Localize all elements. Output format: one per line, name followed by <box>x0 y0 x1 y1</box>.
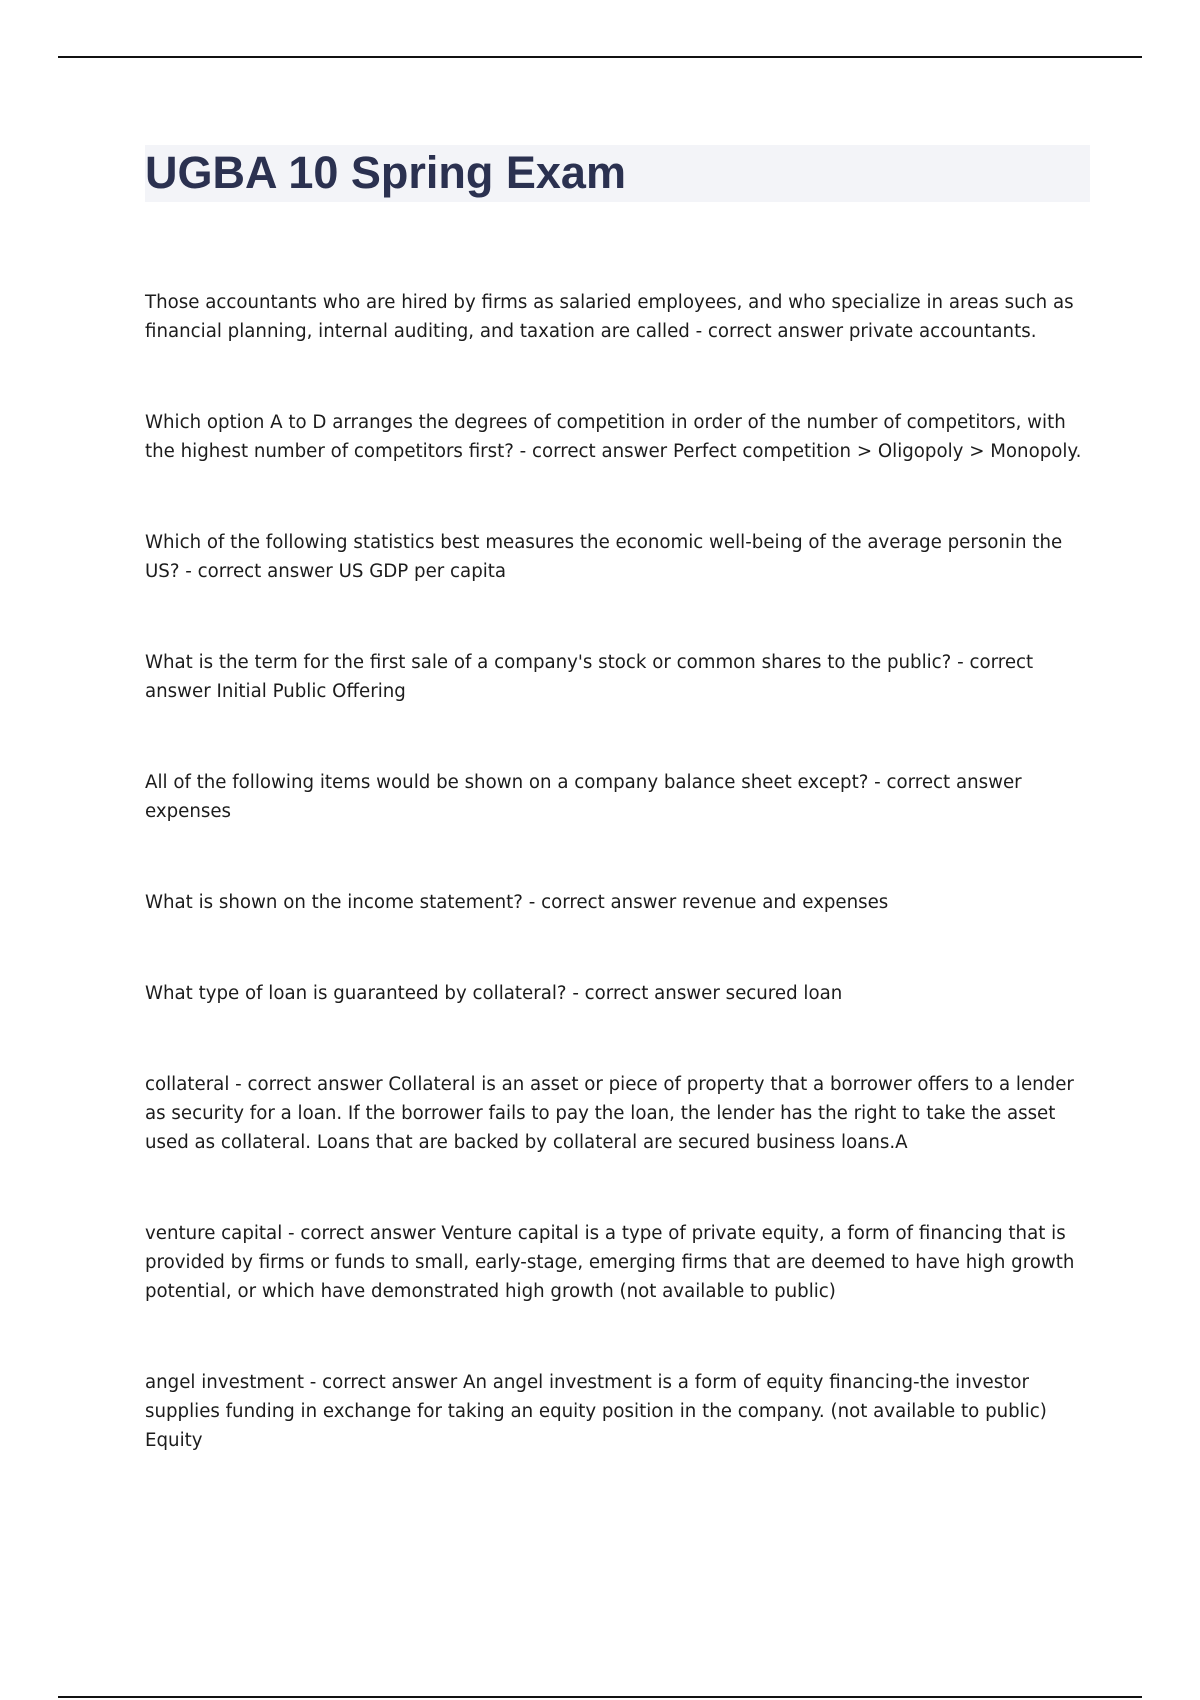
qa-item-10: angel investment - correct answer An angel investment is a form of equity financing-the investor supplies funding in exchange for taking an equity position in the company. (not available to public) Equity <box>145 1372 1047 1451</box>
top-rule <box>58 56 1142 58</box>
qa-item-8: collateral - correct answer Collateral is an asset or piece of property that a borrower offers to a lender as security for a loan. If the borrower fails to pay the loan, the lender has the right to take the asset used as collateral. Loans that are backed by collateral are secured business loans.A <box>145 1074 1074 1153</box>
qa-item-4: What is the term for the first sale of a company's stock or common shares to the public? - correct answer Initial Public Offering <box>145 652 1034 702</box>
page-title: UGBA 10 Spring Exam <box>145 147 626 198</box>
qa-list <box>145 288 1090 1455</box>
bottom-rule <box>58 1696 1142 1698</box>
qa-item-1: Those accountants who are hired by firms as salaried employees, and who specialize in areas such as financial planning, internal auditing, and taxation are called - correct answer private accountants. <box>145 292 1074 342</box>
qa-item-5: All of the following items would be shown on a company balance sheet except? - correct answer expenses <box>145 772 1022 822</box>
qa-item-9: venture capital - correct answer Venture capital is a type of private equity, a form of financing that is provided by firms or funds to small, early-stage, emerging firms that are deemed to have high growth potential, or which have demonstrated high growth (not available to public) <box>145 1223 1075 1302</box>
qa-item-6: What is shown on the income statement? - correct answer revenue and expenses <box>145 892 889 913</box>
qa-item-7: What type of loan is guaranteed by collateral? - correct answer secured loan <box>145 983 843 1004</box>
qa-item-3: Which of the following statistics best measures the economic well-being of the average personin the US? - correct answer US GDP per capita <box>145 532 1063 582</box>
qa-item-2: Which option A to D arranges the degrees of competition in order of the number of competitors, with the highest number of competitors first? - correct answer Perfect competition > Oligopoly > Monopoly. <box>145 412 1082 462</box>
